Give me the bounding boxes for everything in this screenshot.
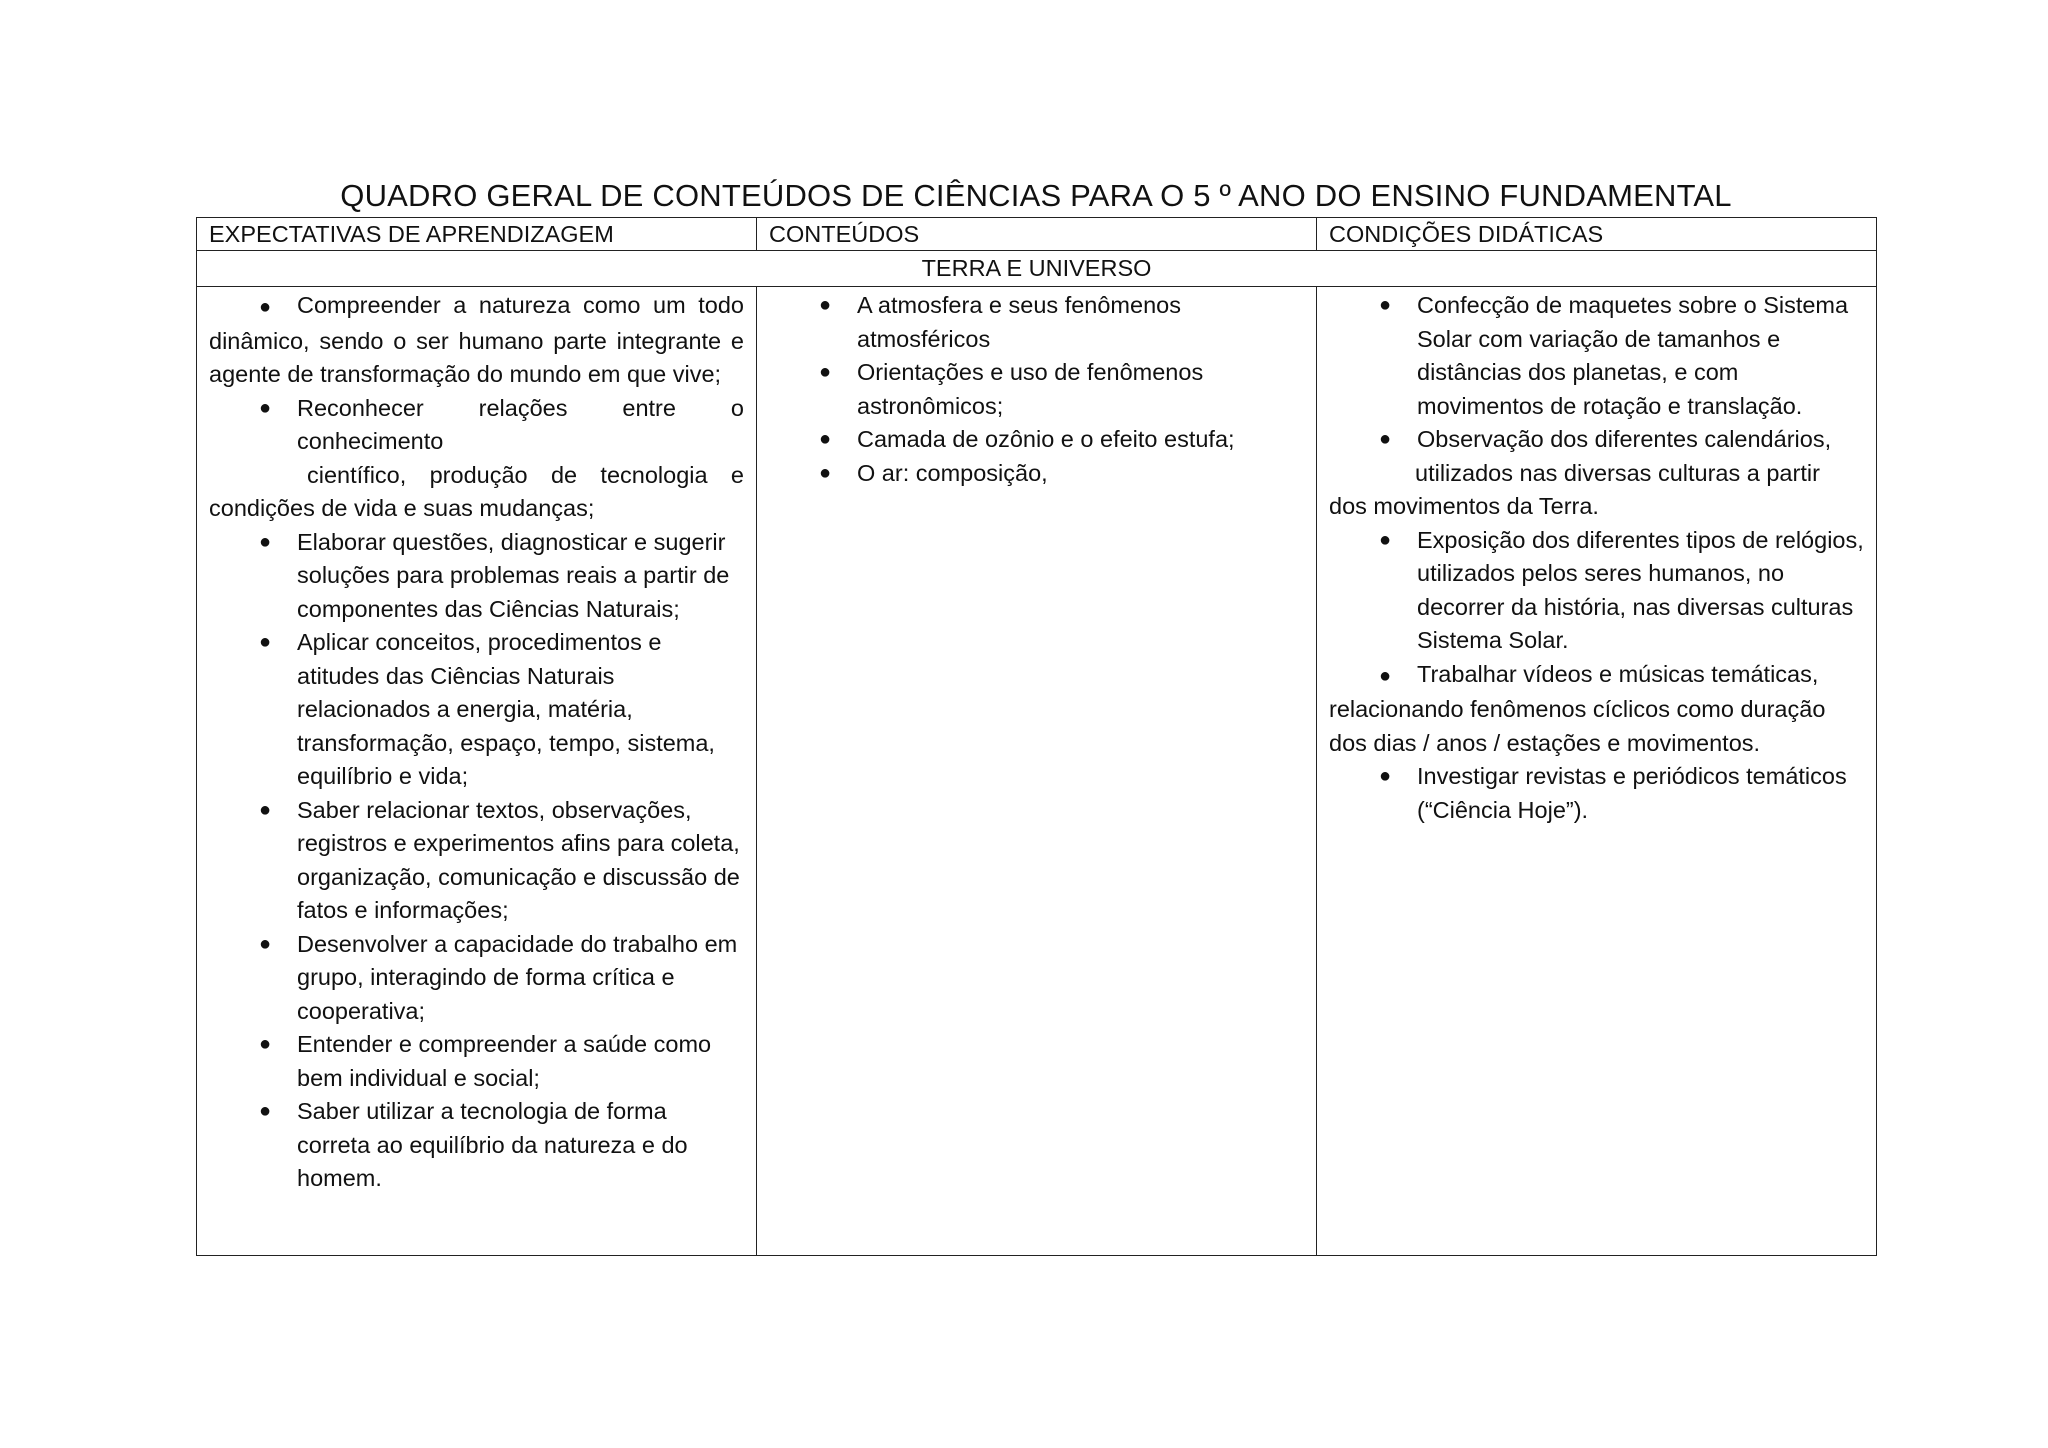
conteudo-text: A atmosfera e seus fenômenos atmosféricos: [857, 292, 1181, 352]
page-title: QUADRO GERAL DE CONTEÚDOS DE CIÊNCIAS PARA O 5 º ANO DO ENSINO FUNDAMENTAL: [340, 178, 1732, 213]
condicao-item: [1329, 760, 1864, 827]
expectativa-item: [209, 1028, 744, 1095]
expectativas-cell: [197, 287, 757, 1256]
expectativa-word: o: [730, 394, 744, 421]
bullet-icon: ●: [259, 798, 272, 821]
bullet-icon: ●: [259, 1033, 272, 1055]
condicao-item: [1329, 289, 1864, 423]
condicao-item: [1329, 524, 1864, 658]
expectativa-text: Aplicar conceitos, procedimentos e atitudes das Ciências Naturais relacionados a energia, matéria, transformação, espaço, tempo, sistema, equilíbrio e vida;: [297, 629, 715, 789]
expectativa-text: Saber relacionar textos, observações, registros e experimentos afins para coleta, organização, comunicação e discussão de fatos e informações;: [297, 796, 740, 923]
bullet-icon: ●: [259, 396, 272, 419]
bullet-icon: ●: [1379, 428, 1392, 450]
bullet-icon: ●: [259, 631, 272, 653]
expectativa-text: Entender e compreender a saúde como bem individual e social;: [297, 1031, 712, 1091]
bullet-icon: ●: [1379, 765, 1392, 787]
expectativa-text: científico, produção de tecnologia e condições de vida e suas mudanças;: [209, 461, 744, 521]
expectativa-text: Elaborar questões, diagnosticar e sugerir soluções para problemas reais a partir de componentes das Ciências Naturais;: [297, 528, 730, 622]
condicao-item: ● Trabalhar vídeos e músicas temáticas, relacionando fenômenos cíclicos como duração dos dias / anos / estações e movimentos.: [1329, 660, 1826, 756]
condicao-text: Trabalhar vídeos e músicas temáticas, relacionando fenômenos cíclicos como duração dos dias / anos / estações e movimentos.: [1329, 660, 1826, 756]
expectativa-word: Reconhecer: [297, 394, 424, 421]
bullet-icon: ●: [819, 361, 832, 383]
condicao-item: [1329, 423, 1864, 457]
expectativa-text: conhecimento: [297, 428, 444, 454]
section-row: [197, 251, 1877, 287]
expectativa-item: [209, 1095, 744, 1196]
condicao-text: dos movimentos da Terra.: [1329, 493, 1599, 519]
expectativa-item: ● Compreender a natureza como um todo dinâmico, sendo o ser humano parte integrante e agente de transformação do mundo em que vive;: [209, 292, 744, 387]
bullet-icon: ●: [259, 932, 272, 955]
conteudo-item: [769, 457, 1304, 491]
header-row: [197, 218, 1877, 251]
section-title: TERRA E UNIVERSO: [197, 251, 1877, 287]
header-conteudos: CONTEÚDOS: [757, 218, 1317, 251]
content-table: [196, 217, 1877, 1256]
expectativa-word: relações: [478, 394, 568, 421]
bullet-icon: ●: [1379, 294, 1392, 316]
expectativa-item: [209, 526, 744, 627]
expectativa-item: [209, 794, 744, 928]
expectativa-word: entre: [622, 394, 676, 421]
expectativa-item: [209, 392, 744, 459]
condicao-text: Observação dos diferentes calendários,: [1417, 426, 1832, 452]
conteudo-item: [769, 289, 1304, 356]
expectativa-text: Compreender a natureza como um todo dinâmico, sendo o ser humano parte integrante e agente de transformação do mundo em que vive;: [209, 292, 744, 387]
conteudo-item: [769, 356, 1304, 423]
condicoes-cell: [1317, 287, 1877, 1256]
conteudo-text: Camada de ozônio e o efeito estufa;: [857, 426, 1235, 452]
content-row: [197, 287, 1877, 1256]
expectativa-spread-line: [297, 392, 744, 426]
conteudo-item: [769, 423, 1304, 457]
expectativa-text: Desenvolver a capacidade do trabalho em grupo, interagindo de forma crítica e cooperativa;: [297, 930, 738, 1024]
conteudos-cell: [757, 287, 1317, 1256]
bullet-icon: ●: [819, 294, 832, 316]
header-expectativas: EXPECTATIVAS DE APRENDIZAGEM: [197, 218, 757, 251]
condicao-text: Investigar revistas e periódicos temáticos (“Ciência Hoje”).: [1417, 763, 1847, 823]
bullet-icon: ●: [819, 461, 832, 484]
bullet-icon: ●: [259, 1100, 272, 1122]
conteudo-text: O ar: composição,: [857, 459, 1048, 486]
bullet-icon: ●: [1379, 528, 1392, 551]
condicao-text: Exposição dos diferentes tipos de relógios, utilizados pelos seres humanos, no decorrer da história, nas diversas culturas Sistema Solar.: [1417, 526, 1864, 653]
condicao-text: utilizados nas diversas culturas a partir: [1415, 459, 1820, 486]
header-condicoes: CONDIÇÕES DIDÁTICAS: [1317, 218, 1877, 251]
condicao-text: Confecção de maquetes sobre o Sistema Solar com variação de tamanhos e distâncias dos planetas, e com movimentos de rotação e translação.: [1417, 292, 1849, 419]
bullet-icon: ●: [259, 530, 272, 553]
bullet-icon: ●: [819, 428, 832, 450]
expectativa-item: [209, 626, 744, 794]
expectativa-text: Saber utilizar a tecnologia de forma correta ao equilíbrio da natureza e do homem.: [297, 1098, 688, 1191]
conteudo-text: Orientações e uso de fenômenos astronômicos;: [857, 359, 1204, 419]
expectativa-item: [209, 928, 744, 1029]
